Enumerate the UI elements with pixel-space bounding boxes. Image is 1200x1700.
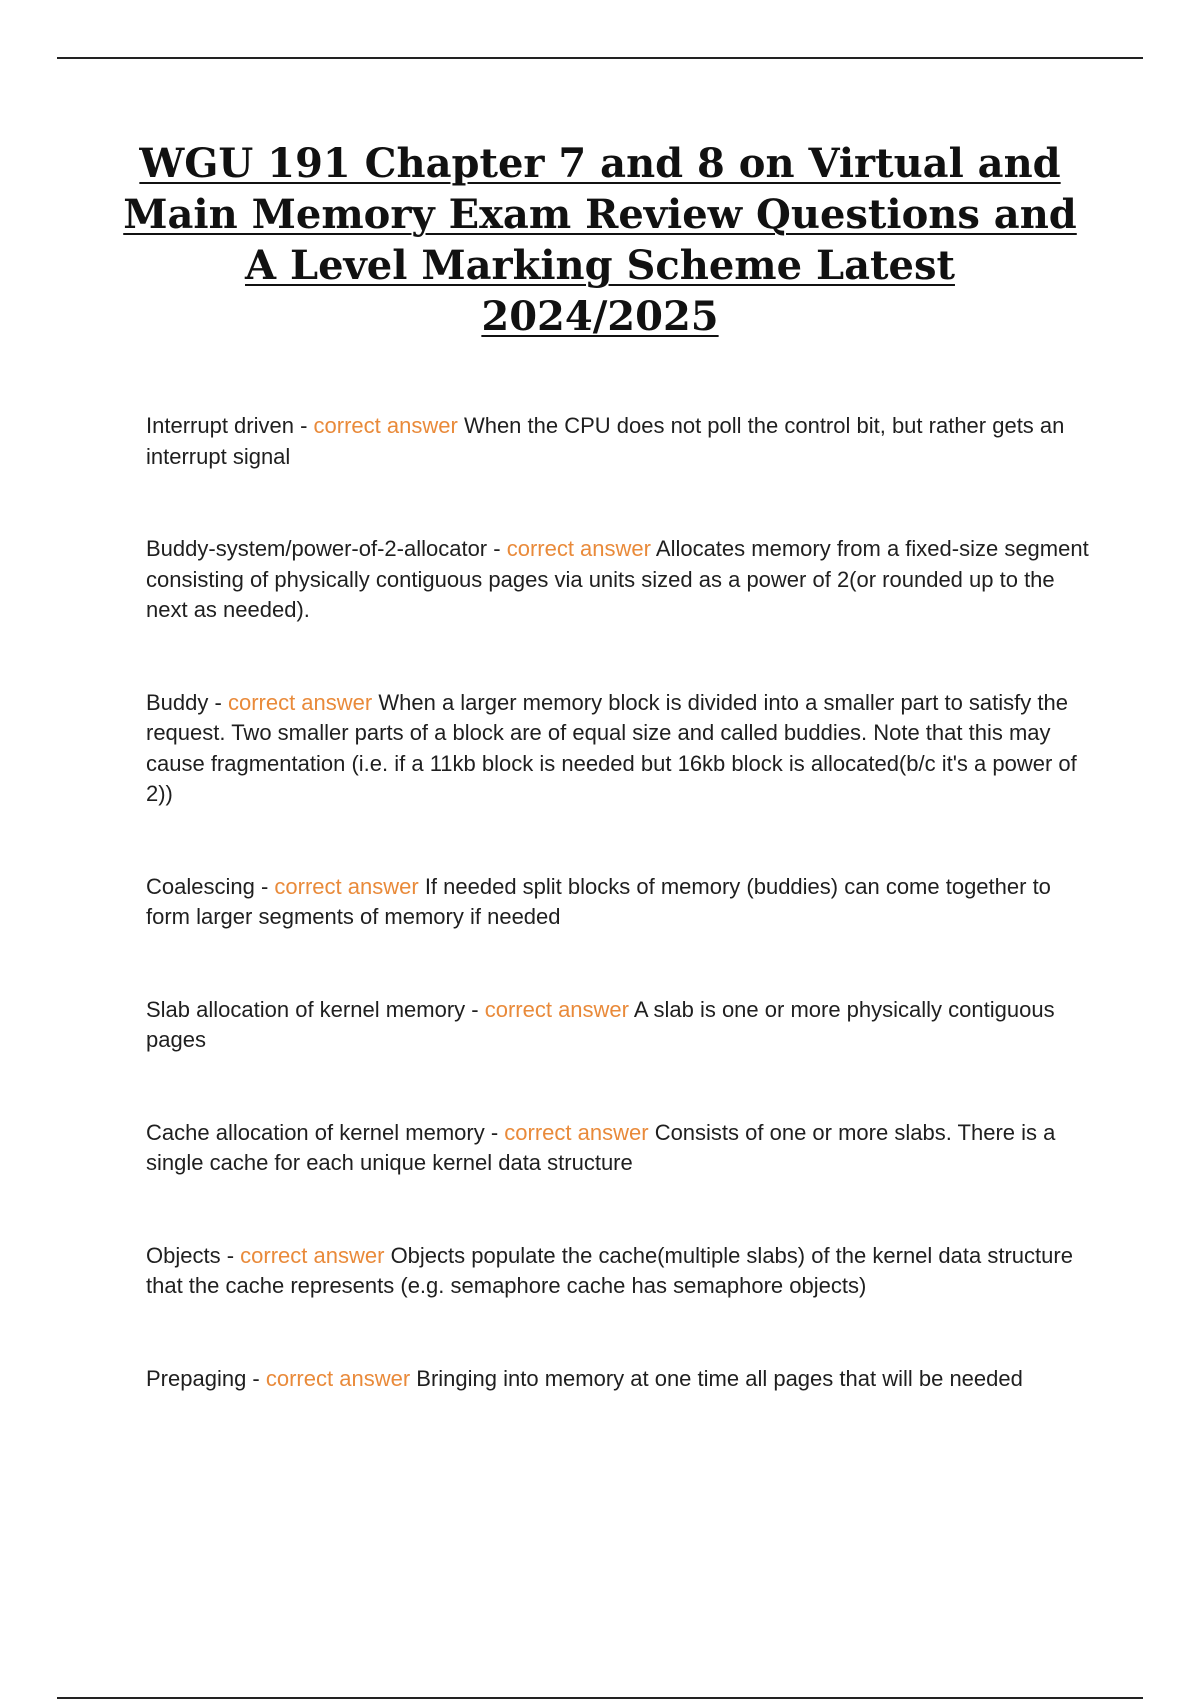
answer-text: Bringing into memory at one time all pages that will be needed <box>416 1365 1023 1391</box>
answer-text: When a larger memory block is divided into a smaller part to satisfy the request. Two smaller parts of a block are of equal size and called buddies. Note that this may cause fragmentation (i.e. if a 11kb block is needed but 16kb block is allocated(b/c it's a power of 2)) <box>146 689 1077 806</box>
question-term: Slab allocation of kernel memory <box>146 996 466 1022</box>
separator: - <box>208 689 228 715</box>
answer-label: correct answer <box>274 873 419 899</box>
answer-label: correct answer <box>313 413 458 438</box>
answer-label: correct answer <box>240 1242 385 1268</box>
answer-label: correct answer <box>265 1365 411 1391</box>
question-term: Prepaging <box>146 1365 247 1391</box>
answer-text: Consists of one or more slabs. There is a single cache for each unique kernel data structure <box>146 1119 1056 1175</box>
question-item <box>146 1364 1094 1395</box>
answer-text: Allocates memory from a fixed-size segment consisting of physically contiguous pages via units sized as a power of 2(or rounded up to the next as needed). <box>146 536 1089 622</box>
document-title: WGU 191 Chapter 7 and 8 on Virtual and Main Memory Exam Review Questions and A Level Marking Scheme Latest 2024/2025 <box>123 140 1077 340</box>
question-list <box>146 411 1094 1456</box>
question-item <box>146 688 1094 810</box>
answer-text: Objects populate the cache(multiple slabs) of the kernel data structure that the cache represents (e.g. semaphore cache has semaphore objects) <box>146 1242 1073 1298</box>
question-term: Buddy-system/power-of-2-allocator <box>146 536 488 561</box>
question-item <box>146 995 1094 1056</box>
question-item <box>146 1118 1094 1179</box>
question-term: Interrupt driven <box>146 413 294 438</box>
answer-label: correct answer <box>504 1119 649 1145</box>
answer-label: correct answer <box>227 689 373 715</box>
separator: - <box>246 1365 266 1391</box>
answer-label: correct answer <box>506 536 651 561</box>
question-term: Cache allocation of kernel memory <box>146 1119 485 1145</box>
question-term: Coalescing <box>146 873 255 899</box>
separator: - <box>220 1242 241 1268</box>
question-term: Buddy <box>146 689 209 715</box>
separator: - <box>293 413 314 438</box>
separator: - <box>254 873 275 899</box>
top-rule <box>57 57 1143 59</box>
question-item <box>146 1241 1094 1302</box>
question-item <box>146 411 1094 472</box>
answer-text: A slab is one or more physically contiguous pages <box>146 996 1055 1052</box>
question-item <box>146 534 1094 626</box>
question-item <box>146 872 1094 933</box>
question-term: Objects <box>146 1242 221 1268</box>
answer-label: correct answer <box>484 996 629 1022</box>
answer-text: If needed split blocks of memory (buddies) can come together to form larger segments of memory if needed <box>146 873 1051 929</box>
bottom-rule <box>57 1697 1143 1699</box>
separator: - <box>484 1119 505 1145</box>
answer-text: When the CPU does not poll the control bit, but rather gets an interrupt signal <box>146 413 1065 469</box>
separator: - <box>465 996 485 1022</box>
separator: - <box>487 536 507 561</box>
